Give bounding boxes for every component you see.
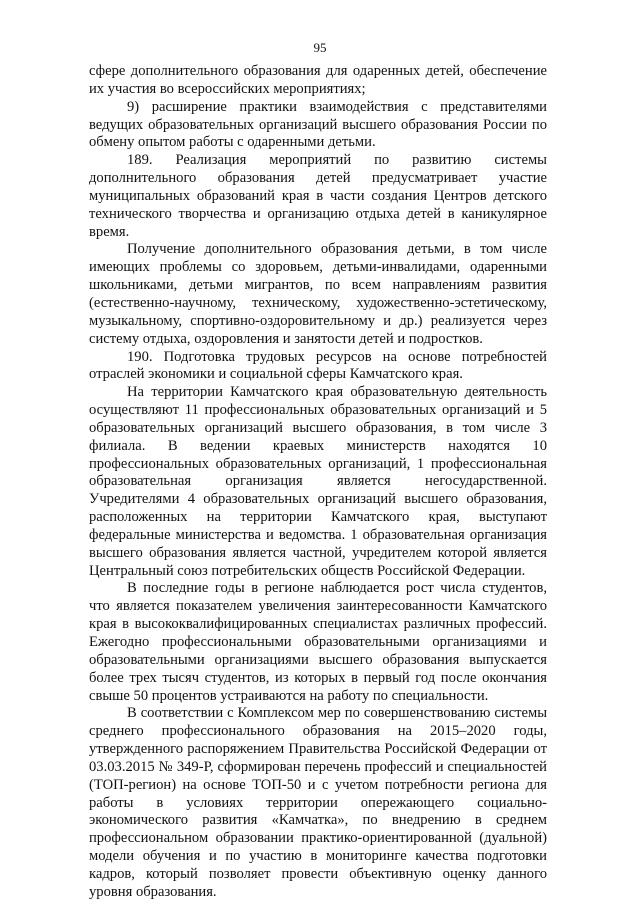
document-body	[89, 63, 547, 902]
paragraph-top-region: В соответствии с Комплексом мер по совершенствованию системы среднего профессионального образования на 2015–2020 годы, утвержденного распоряжением Правительства Российской Федерации от 03.03.2015 № 349-Р, сформирован перечень профессий и специальностей (ТОП-регион) на основе ТОП-50 и с учетом потребности региона для работы в условиях территории опережающего социально-экономического развития «Камчатка», по внедрению в среднем профессиональном образовании практико-ориентированной (дуальной) модели обучения и по участию в мониторинге качества подготовки кадров, который позволяет провести объективную оценку данного уровня образования.	[89, 705, 547, 900]
paragraph-item-9: 9) расширение практики взаимодействия с представителями ведущих образовательных организаций высшего образования России по обмену опытом работы с одаренными детьми.	[89, 98, 547, 151]
paragraph-190: 190. Подготовка трудовых ресурсов на основе потребностей отраслей экономики и социальной сферы Камчатского края.	[89, 348, 547, 383]
page-number: 95	[313, 40, 327, 55]
paragraph-189: 189. Реализация мероприятий по развитию системы дополнительного образования детей предусматривает участие муниципальных образований края в части создания Центров детского технического творчества и организацию отдыха детей в каникулярное время.	[89, 152, 547, 240]
paragraph-additional-education: Получение дополнительного образования детьми, в том числе имеющих проблемы со здоровьем, детьми-инвалидами, одаренными школьниками, детьми мигрантов, по всем направлениям развития (естественно-научному, техническому, художественно-эстетическому, музыкальному, спортивно-оздоровительному и др.) реализуется через систему отдыха, оздоровления и занятости детей и подростков.	[89, 241, 547, 347]
paragraph-organizations: На территории Камчатского края образовательную деятельность осуществляют 11 профессиональных образовательных организаций и 5 образовательных организаций высшего образования, в том числе 3 филиала. В ведении краевых министерств находятся 10 профессиональных образовательных организаций, 1 профессиональная образовательная организация является негосударственной. Учредителями 4 образовательных организаций высшего образования, расположенных на территории Камчатского края, выступают федеральные министерства и ведомства. 1 образовательная организация высшего образования является частной, учредителем которой является Центральный союз потребительских обществ Российской Федерации.	[89, 384, 547, 579]
paragraph-students-growth: В последние годы в регионе наблюдается рост числа студентов, что является показателем увеличения заинтересованности Камчатского края в высококвалифицированных специалистах различных профессий. Ежегодно профессиональными образовательными организациями и образовательными организациями высшего образования выпускается более трех тысяч студентов, из которых в первый год после окончания свыше 50 процентов устраиваются на работу по специальности.	[89, 580, 547, 704]
paragraph-continuation: сфере дополнительного образования для одаренных детей, обеспечение их участия во всероссийских мероприятиях;	[89, 63, 547, 97]
